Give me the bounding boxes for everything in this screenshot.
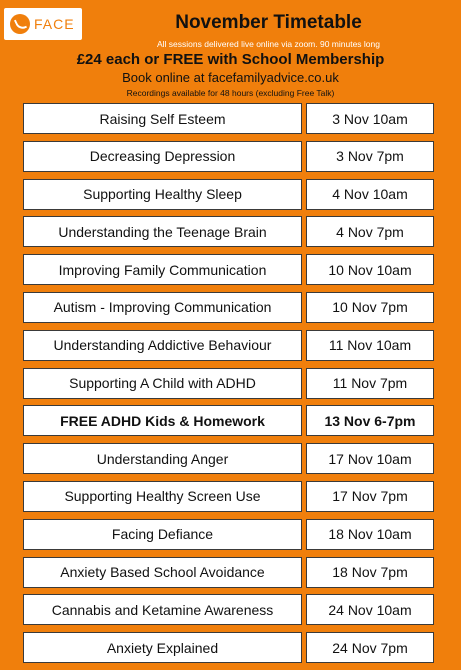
session-title: Supporting Healthy Screen Use xyxy=(23,481,302,512)
session-date: 13 Nov 6-7pm xyxy=(306,405,434,436)
page-title: November Timetable xyxy=(175,12,362,33)
session-date: 18 Nov 7pm xyxy=(306,557,434,588)
session-date: 17 Nov 10am xyxy=(306,443,434,474)
session-title: Raising Self Esteem xyxy=(23,103,302,134)
session-date: 3 Nov 10am xyxy=(306,103,434,134)
table-row xyxy=(23,292,434,324)
session-title: Understanding Anger xyxy=(23,443,302,474)
session-date: 17 Nov 7pm xyxy=(306,481,434,512)
table-row xyxy=(23,443,434,475)
session-title: FREE ADHD Kids & Homework xyxy=(23,405,302,436)
table-row xyxy=(23,481,434,513)
table-row-featured xyxy=(23,405,434,437)
session-title: Anxiety Explained xyxy=(23,632,302,663)
table-row xyxy=(23,330,434,362)
session-title: Improving Family Communication xyxy=(23,254,302,285)
face-logo-icon xyxy=(10,14,30,34)
session-date: 24 Nov 7pm xyxy=(306,632,434,663)
session-title: Decreasing Depression xyxy=(23,141,302,172)
table-row xyxy=(23,519,434,551)
recordings-note: Recordings available for 48 hours (excluding Free Talk) xyxy=(126,88,335,98)
face-logo xyxy=(4,8,82,40)
session-title: Anxiety Based School Avoidance xyxy=(23,557,302,588)
session-date: 10 Nov 7pm xyxy=(306,292,434,323)
session-title: Understanding Addictive Behaviour xyxy=(23,330,302,361)
session-date: 3 Nov 7pm xyxy=(306,141,434,172)
session-title: Supporting Healthy Sleep xyxy=(23,179,302,210)
table-row xyxy=(23,216,434,248)
session-title: Cannabis and Ketamine Awareness xyxy=(23,594,302,625)
session-date: 4 Nov 7pm xyxy=(306,216,434,247)
session-table xyxy=(23,103,434,670)
table-row xyxy=(23,557,434,589)
price-note: £24 each or FREE with School Membership xyxy=(76,51,385,68)
table-row xyxy=(23,179,434,211)
table-row xyxy=(23,594,434,626)
session-date: 4 Nov 10am xyxy=(306,179,434,210)
session-date: 10 Nov 10am xyxy=(306,254,434,285)
table-row xyxy=(23,141,434,173)
session-date: 11 Nov 7pm xyxy=(306,368,434,399)
table-row xyxy=(23,103,434,135)
logo-text: FACE xyxy=(34,16,75,32)
session-date: 18 Nov 10am xyxy=(306,519,434,550)
session-title: Supporting A Child with ADHD xyxy=(23,368,302,399)
session-title: Facing Defiance xyxy=(23,519,302,550)
session-title: Autism - Improving Communication xyxy=(23,292,302,323)
delivery-note: All sessions delivered live online via zoom. 90 minutes long xyxy=(156,39,380,49)
table-row xyxy=(23,368,434,400)
table-row xyxy=(23,254,434,286)
session-date: 11 Nov 10am xyxy=(306,330,434,361)
table-row xyxy=(23,632,434,664)
booking-note: Book online at facefamilyadvice.co.uk xyxy=(122,70,339,85)
session-title: Understanding the Teenage Brain xyxy=(23,216,302,247)
session-date: 24 Nov 10am xyxy=(306,594,434,625)
